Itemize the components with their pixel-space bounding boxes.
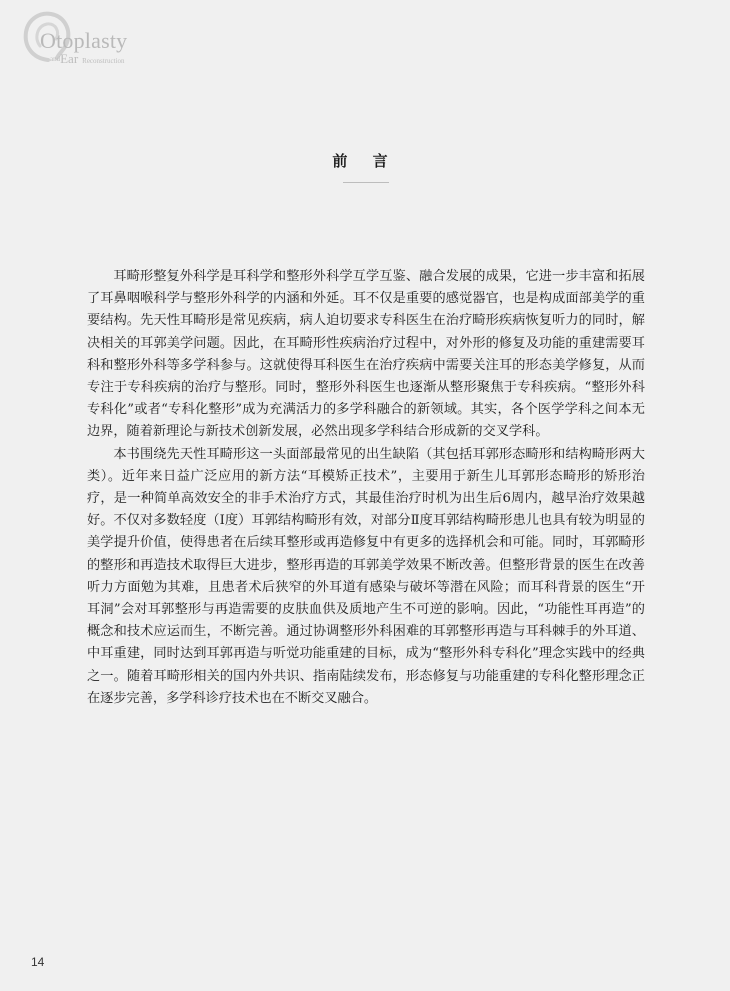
book-logo — [18, 8, 148, 68]
logo-and: and — [50, 55, 61, 63]
logo-subtitle — [50, 50, 125, 68]
page-number: 14 — [31, 955, 45, 969]
title-divider — [343, 182, 389, 183]
logo-reconstruction: Reconstruction — [82, 57, 125, 65]
paragraph: 本书围绕先天性耳畸形这一头面部最常见的出生缺陷（其包括耳郭形态畸形和结构畸形两大类）。近年来日益广泛应用的新方法“耳模矫正技术”，主要用于新生儿耳郭形态畸形的矫形治疗，是一种简单高效安全的非手术治疗方式，其最佳治疗时机为出生后6周内，越早治疗效果越好。不仅对多数轻度（Ⅰ度）耳郭结构畸形有效，对部分Ⅱ度耳郭结构畸形患儿也具有较为明显的美学提升价值，使得患者在后续耳整形或再造修复中有更多的选择机会和可能。同时，耳郭畸形的整形和再造技术取得巨大进步，整形再造的耳郭美学效果不断改善。但整形背景的医生在改善听力方面勉为其难，且患者术后狭窄的外耳道有感染与破坏等潜在风险；而耳科背景的医生“开耳洞”会对耳郭整形与再造需要的皮肤血供及质地产生不可逆的影响。因此，“功能性耳再造”的概念和技术应运而生，不断完善。通过协调整形外科困难的耳郭整形再造与耳科棘手的外耳道、中耳重建，同时达到耳郭再造与听觉功能重建的目标，成为“整形外科专科化”理念实践中的经典之一。随着耳畸形相关的国内外共识、指南陆续发布，形态修复与功能重建的专科化整形理念正在逐步完善，多学科诊疗技术也在不断交叉融合。 — [87, 446, 645, 706]
page-title: 前 言 — [332, 152, 398, 170]
paragraph: 耳畸形整复外科学是耳科学和整形外科学互学互鉴、融合发展的成果，它进一步丰富和拓展了耳鼻咽喉科学与整形外科学的内涵和外延。耳不仅是重要的感觉器官，也是构成面部美学的重要结构。先天性耳畸形是常见疾病，病人迫切要求专科医生在治疗畸形疾病恢复听力的同时，解决相关的耳郭美学问题。因此，在耳畸形性疾病治疗过程中，对外形的修复及功能的重建需要耳科和整形外科等多学科参与。这就使得耳科医生在治疗疾病中需要关注耳的形态美学修复，从而专注于专科疾病的治疗与整形。同时，整形外科医生也逐渐从整形聚焦于专科疾病。“整形外科专科化”或者“专科化整形”成为充满活力的多学科融合的新领域。其实，各个医学学科之间本无边界，随着新理论与新技术创新发展，必然出现多学科结合形成新的交叉学科。 — [87, 269, 645, 440]
preface-body — [87, 266, 645, 710]
logo-ear: Ear — [60, 51, 79, 66]
logo-title: Otoplasty — [40, 28, 128, 53]
